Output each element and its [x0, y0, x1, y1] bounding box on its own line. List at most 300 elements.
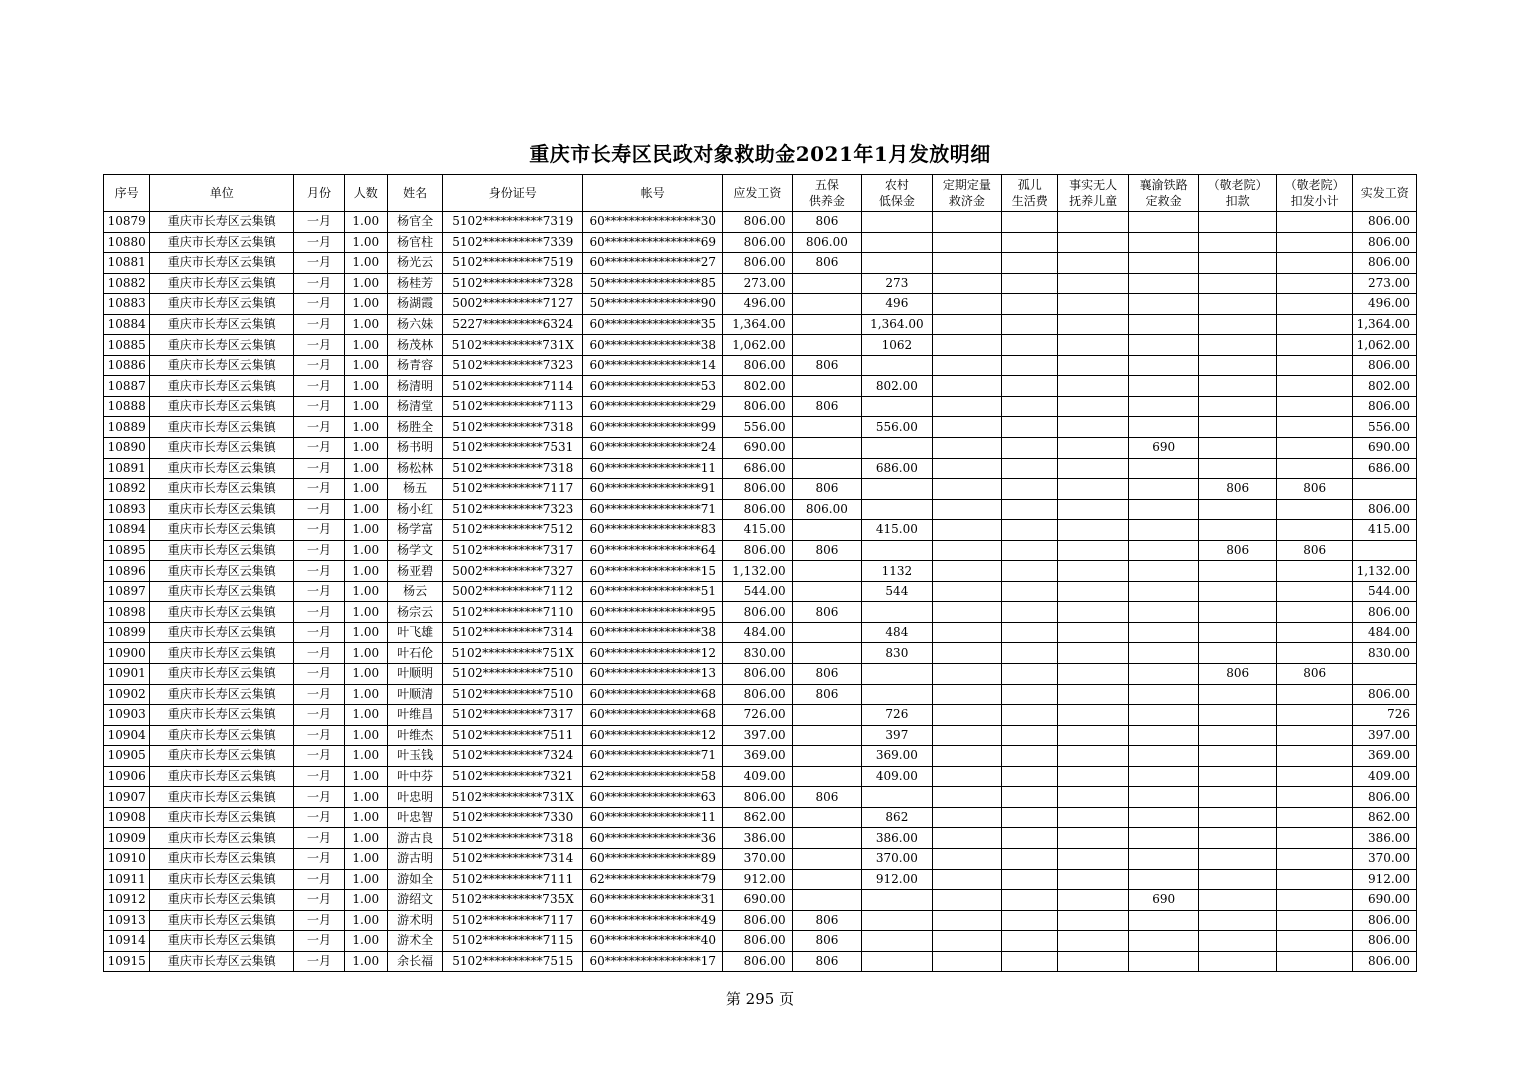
table-cell: 10910 — [104, 848, 150, 869]
table-cell: 60****************40 — [583, 931, 723, 952]
table-cell: 1.00 — [344, 438, 387, 459]
table-cell: 一月 — [294, 890, 344, 911]
table-cell: 叶忠智 — [387, 807, 442, 828]
table-cell — [1002, 746, 1058, 767]
table-cell: 游术明 — [387, 910, 442, 931]
table-cell: 5102**********731X — [443, 787, 583, 808]
table-cell — [1128, 807, 1198, 828]
table-cell: 1.00 — [344, 253, 387, 274]
table-cell — [1002, 951, 1058, 972]
table-cell: 10879 — [104, 212, 150, 233]
table-cell: 重庆市长寿区云集镇 — [150, 253, 294, 274]
table-cell: 386.00 — [862, 828, 932, 849]
table-cell — [1002, 561, 1058, 582]
table-cell — [1002, 725, 1058, 746]
table-cell — [1199, 376, 1277, 397]
table-cell — [1276, 746, 1353, 767]
table-cell: 806 — [792, 910, 861, 931]
table-cell: 1.00 — [344, 931, 387, 952]
page-number: 第 295 页 — [725, 990, 795, 1008]
table-cell: 5102**********7519 — [443, 253, 583, 274]
column-header: 实发工资 — [1353, 175, 1417, 212]
table-cell: 806 — [792, 355, 861, 376]
table-cell: 一月 — [294, 664, 344, 685]
table-row — [104, 581, 1417, 602]
table-row — [104, 458, 1417, 479]
table-cell: 60****************71 — [583, 499, 723, 520]
table-cell: 一月 — [294, 232, 344, 253]
table-cell — [1276, 376, 1353, 397]
table-cell: 重庆市长寿区云集镇 — [150, 232, 294, 253]
table-cell — [1002, 910, 1058, 931]
table-cell: 556.00 — [1353, 417, 1417, 438]
table-cell — [1002, 622, 1058, 643]
table-cell: 496 — [862, 294, 932, 315]
table-cell — [1002, 253, 1058, 274]
table-cell: 1.00 — [344, 458, 387, 479]
table-cell: 10905 — [104, 746, 150, 767]
table-cell: 5102**********7321 — [443, 766, 583, 787]
table-cell: 10889 — [104, 417, 150, 438]
table-cell: 1.00 — [344, 807, 387, 828]
table-cell: 370.00 — [862, 848, 932, 869]
table-cell — [792, 890, 861, 911]
table-cell: 一月 — [294, 396, 344, 417]
table-cell: 一月 — [294, 438, 344, 459]
table-cell: 5102**********7114 — [443, 376, 583, 397]
table-cell: 806 — [792, 540, 861, 561]
table-cell — [1276, 335, 1353, 356]
table-cell — [932, 807, 1001, 828]
table-cell: 一月 — [294, 746, 344, 767]
table-cell: 5102**********7319 — [443, 212, 583, 233]
table-cell: 397 — [862, 725, 932, 746]
table-cell: 叶顺清 — [387, 684, 442, 705]
table-cell: 60****************51 — [583, 581, 723, 602]
table-cell — [1002, 458, 1058, 479]
table-cell — [862, 232, 932, 253]
table-cell: 游古明 — [387, 848, 442, 869]
table-cell: 1.00 — [344, 294, 387, 315]
table-cell: 806 — [792, 253, 861, 274]
table-cell — [932, 828, 1001, 849]
table-cell — [1353, 540, 1417, 561]
table-row — [104, 376, 1417, 397]
table-cell: 10915 — [104, 951, 150, 972]
table-cell — [1128, 520, 1198, 541]
table-cell — [1058, 520, 1128, 541]
table-cell: 806 — [1199, 479, 1277, 500]
table-cell: 杨学文 — [387, 540, 442, 561]
table-cell: 1.00 — [344, 520, 387, 541]
table-cell — [1058, 807, 1128, 828]
table-cell: 重庆市长寿区云集镇 — [150, 212, 294, 233]
table-row — [104, 869, 1417, 890]
table-cell: 10894 — [104, 520, 150, 541]
table-row — [104, 664, 1417, 685]
table-cell — [1276, 417, 1353, 438]
table-body — [104, 212, 1417, 972]
table-row — [104, 499, 1417, 520]
table-cell: 10906 — [104, 766, 150, 787]
table-cell: 重庆市长寿区云集镇 — [150, 335, 294, 356]
table-cell: 806.00 — [1353, 910, 1417, 931]
table-row — [104, 807, 1417, 828]
table-cell — [1276, 848, 1353, 869]
table-cell: 1.00 — [344, 664, 387, 685]
table-cell: 62****************58 — [583, 766, 723, 787]
table-cell: 10913 — [104, 910, 150, 931]
table-cell: 273 — [862, 273, 932, 294]
table-cell — [1128, 664, 1198, 685]
table-cell: 5102**********7531 — [443, 438, 583, 459]
table-cell: 5102**********7117 — [443, 910, 583, 931]
table-cell: 1.00 — [344, 869, 387, 890]
table-cell: 一月 — [294, 253, 344, 274]
table-cell — [1199, 910, 1277, 931]
table-cell: 5102**********7110 — [443, 602, 583, 623]
table-cell — [862, 355, 932, 376]
table-cell — [1199, 828, 1277, 849]
table-cell — [1002, 335, 1058, 356]
table-cell: 10880 — [104, 232, 150, 253]
table-cell: 5102**********7330 — [443, 807, 583, 828]
table-cell — [1058, 622, 1128, 643]
table-cell — [1276, 212, 1353, 233]
table-cell: 690.00 — [1353, 890, 1417, 911]
table-cell: 一月 — [294, 602, 344, 623]
table-cell: 60****************91 — [583, 479, 723, 500]
table-cell: 重庆市长寿区云集镇 — [150, 890, 294, 911]
table-cell — [1199, 273, 1277, 294]
table-cell: 806.00 — [723, 664, 792, 685]
table-cell: 一月 — [294, 458, 344, 479]
table-cell: 10899 — [104, 622, 150, 643]
table-cell — [1002, 232, 1058, 253]
table-cell — [792, 335, 861, 356]
table-cell: 叶忠明 — [387, 787, 442, 808]
table-cell — [932, 540, 1001, 561]
table-cell: 806.00 — [723, 232, 792, 253]
table-cell: 806.00 — [723, 479, 792, 500]
table-cell — [1058, 890, 1128, 911]
table-cell: 806.00 — [1353, 355, 1417, 376]
table-cell: 806 — [792, 684, 861, 705]
table-cell — [792, 807, 861, 828]
table-cell — [1199, 746, 1277, 767]
table-cell — [932, 458, 1001, 479]
table-cell — [862, 212, 932, 233]
table-cell: 杨官全 — [387, 212, 442, 233]
table-cell: 杨胜全 — [387, 417, 442, 438]
table-cell — [932, 294, 1001, 315]
table-cell: 690.00 — [723, 438, 792, 459]
table-cell: 1.00 — [344, 643, 387, 664]
table-cell: 一月 — [294, 314, 344, 335]
table-cell: 杨亚碧 — [387, 561, 442, 582]
column-header: 定期定量 救济金 — [932, 175, 1001, 212]
table-cell — [792, 561, 861, 582]
table-cell: 690 — [1128, 438, 1198, 459]
table-cell: 重庆市长寿区云集镇 — [150, 951, 294, 972]
table-cell — [1199, 212, 1277, 233]
table-cell: 杨青容 — [387, 355, 442, 376]
table-cell — [1199, 931, 1277, 952]
table-cell: 5102**********7113 — [443, 396, 583, 417]
table-cell: 1.00 — [344, 890, 387, 911]
table-cell: 386.00 — [723, 828, 792, 849]
table-cell: 1.00 — [344, 376, 387, 397]
table-cell — [1058, 314, 1128, 335]
table-cell: 369.00 — [862, 746, 932, 767]
table-cell — [1199, 253, 1277, 274]
table-cell: 1.00 — [344, 232, 387, 253]
table-cell: 一月 — [294, 540, 344, 561]
table-cell: 重庆市长寿区云集镇 — [150, 355, 294, 376]
table-cell: 一月 — [294, 931, 344, 952]
table-cell — [1276, 807, 1353, 828]
table-cell — [792, 376, 861, 397]
table-cell — [1002, 766, 1058, 787]
table-cell — [1128, 622, 1198, 643]
table-cell: 重庆市长寿区云集镇 — [150, 561, 294, 582]
table-cell — [1199, 232, 1277, 253]
table-cell: 5102**********7510 — [443, 664, 583, 685]
table-cell — [932, 396, 1001, 417]
table-cell: 1,062.00 — [1353, 335, 1417, 356]
table-cell: 806 — [792, 396, 861, 417]
table-cell — [1058, 787, 1128, 808]
table-cell — [1058, 396, 1128, 417]
table-cell: 806 — [1199, 540, 1277, 561]
table-cell — [1199, 848, 1277, 869]
table-cell: 余长福 — [387, 951, 442, 972]
table-cell: 1062 — [862, 335, 932, 356]
table-cell — [1128, 253, 1198, 274]
table-cell — [1128, 314, 1198, 335]
table-cell: 544.00 — [1353, 581, 1417, 602]
table-cell — [1002, 890, 1058, 911]
table-cell — [1002, 540, 1058, 561]
table-cell: 杨宗云 — [387, 602, 442, 623]
table-row — [104, 253, 1417, 274]
table-row — [104, 828, 1417, 849]
table-cell — [932, 766, 1001, 787]
table-cell: 10902 — [104, 684, 150, 705]
table-cell: 重庆市长寿区云集镇 — [150, 684, 294, 705]
table-cell — [1128, 869, 1198, 890]
table-cell: 重庆市长寿区云集镇 — [150, 910, 294, 931]
table-cell — [1199, 581, 1277, 602]
table-cell — [1128, 232, 1198, 253]
table-cell — [1058, 294, 1128, 315]
table-cell — [932, 479, 1001, 500]
table-cell: 1.00 — [344, 314, 387, 335]
table-cell: 10886 — [104, 355, 150, 376]
table-cell — [1002, 807, 1058, 828]
table-cell: 5002**********7112 — [443, 581, 583, 602]
table-cell — [1002, 294, 1058, 315]
table-cell — [862, 479, 932, 500]
table-cell — [1002, 643, 1058, 664]
table-cell: 重庆市长寿区云集镇 — [150, 787, 294, 808]
table-row — [104, 561, 1417, 582]
table-cell: 1.00 — [344, 273, 387, 294]
table-cell — [1199, 766, 1277, 787]
table-cell — [932, 232, 1001, 253]
table-cell — [1353, 479, 1417, 500]
table-cell — [792, 766, 861, 787]
table-cell — [1058, 602, 1128, 623]
table-cell: 重庆市长寿区云集镇 — [150, 479, 294, 500]
table-cell: 415.00 — [862, 520, 932, 541]
table-cell: 一月 — [294, 376, 344, 397]
column-header: 事实无人 抚养儿童 — [1058, 175, 1128, 212]
table-cell — [1058, 910, 1128, 931]
table-cell: 62****************79 — [583, 869, 723, 890]
table-cell — [1002, 787, 1058, 808]
table-cell: 杨清明 — [387, 376, 442, 397]
table-cell — [932, 746, 1001, 767]
table-cell — [1276, 931, 1353, 952]
table-cell: 叶飞雄 — [387, 622, 442, 643]
table-cell: 830.00 — [1353, 643, 1417, 664]
table-cell — [1276, 684, 1353, 705]
table-row — [104, 910, 1417, 931]
table-cell: 862 — [862, 807, 932, 828]
table-cell: 1.00 — [344, 848, 387, 869]
table-cell: 一月 — [294, 725, 344, 746]
table-cell: 830 — [862, 643, 932, 664]
table-cell — [1002, 314, 1058, 335]
table-cell — [1276, 438, 1353, 459]
table-row — [104, 725, 1417, 746]
table-cell — [932, 273, 1001, 294]
table-cell — [792, 294, 861, 315]
table-cell: 杨茂林 — [387, 335, 442, 356]
table-cell: 一月 — [294, 355, 344, 376]
table-cell — [792, 869, 861, 890]
table-cell: 5002**********7327 — [443, 561, 583, 582]
table-row — [104, 951, 1417, 972]
table-cell: 重庆市长寿区云集镇 — [150, 664, 294, 685]
table-cell: 806.00 — [723, 910, 792, 931]
table-cell: 1.00 — [344, 417, 387, 438]
table-cell — [792, 438, 861, 459]
table-cell: 5102**********7115 — [443, 931, 583, 952]
table-cell — [1128, 848, 1198, 869]
table-cell — [1002, 417, 1058, 438]
table-cell: 806.00 — [723, 951, 792, 972]
page-title: 重庆市长寿区民政对象救助金2021年1月发放明细 — [529, 142, 991, 166]
table-cell: 5102**********735X — [443, 890, 583, 911]
table-cell — [1128, 787, 1198, 808]
table-cell — [1128, 828, 1198, 849]
table-cell — [1002, 869, 1058, 890]
table-row — [104, 705, 1417, 726]
column-header: 月份 — [294, 175, 344, 212]
table-cell: 10885 — [104, 335, 150, 356]
table-cell: 1,132.00 — [1353, 561, 1417, 582]
table-cell: 60****************95 — [583, 602, 723, 623]
table-cell: 10887 — [104, 376, 150, 397]
table-cell — [1058, 828, 1128, 849]
table-cell: 1.00 — [344, 561, 387, 582]
table-cell — [792, 705, 861, 726]
table-cell — [862, 438, 932, 459]
table-cell: 重庆市长寿区云集镇 — [150, 458, 294, 479]
table-cell — [1128, 931, 1198, 952]
table-cell — [1199, 705, 1277, 726]
table-row — [104, 396, 1417, 417]
table-cell: 10882 — [104, 273, 150, 294]
table-cell: 60****************71 — [583, 746, 723, 767]
table-cell: 726 — [862, 705, 932, 726]
table-cell — [932, 438, 1001, 459]
table-cell: 806.00 — [1353, 684, 1417, 705]
table-cell: 重庆市长寿区云集镇 — [150, 314, 294, 335]
table-cell: 重庆市长寿区云集镇 — [150, 294, 294, 315]
table-cell: 10891 — [104, 458, 150, 479]
table-cell: 806 — [792, 931, 861, 952]
table-cell: 10903 — [104, 705, 150, 726]
table-cell — [792, 848, 861, 869]
table-cell: 806 — [792, 602, 861, 623]
table-cell — [792, 458, 861, 479]
table-cell — [1058, 417, 1128, 438]
table-row — [104, 273, 1417, 294]
table-row — [104, 746, 1417, 767]
table-cell: 1,364.00 — [862, 314, 932, 335]
table-cell: 397.00 — [1353, 725, 1417, 746]
table-cell — [1128, 910, 1198, 931]
table-cell: 重庆市长寿区云集镇 — [150, 931, 294, 952]
table-cell: 游如全 — [387, 869, 442, 890]
table-cell: 830.00 — [723, 643, 792, 664]
table-cell — [1276, 869, 1353, 890]
table-cell — [1058, 869, 1128, 890]
table-cell — [1002, 581, 1058, 602]
table-cell: 60****************38 — [583, 622, 723, 643]
table-cell: 802.00 — [723, 376, 792, 397]
table-cell: 10900 — [104, 643, 150, 664]
table-row — [104, 314, 1417, 335]
table-cell — [862, 931, 932, 952]
table-cell: 1.00 — [344, 766, 387, 787]
table-cell — [1058, 561, 1128, 582]
table-cell: 10892 — [104, 479, 150, 500]
table-cell — [932, 499, 1001, 520]
table-cell: 1.00 — [344, 335, 387, 356]
table-cell — [862, 910, 932, 931]
table-cell — [1058, 725, 1128, 746]
table-cell: 60****************35 — [583, 314, 723, 335]
table-cell — [862, 951, 932, 972]
table-cell: 273.00 — [1353, 273, 1417, 294]
table-cell: 1.00 — [344, 725, 387, 746]
table-cell — [932, 520, 1001, 541]
table-row — [104, 684, 1417, 705]
table-row — [104, 355, 1417, 376]
table-cell: 60****************36 — [583, 828, 723, 849]
table-cell: 806.00 — [723, 684, 792, 705]
table-cell: 杨桂芳 — [387, 273, 442, 294]
table-cell: 60****************99 — [583, 417, 723, 438]
table-cell: 一月 — [294, 787, 344, 808]
table-cell: 409.00 — [1353, 766, 1417, 787]
table-cell: 5102**********7511 — [443, 725, 583, 746]
table-cell — [1058, 684, 1128, 705]
